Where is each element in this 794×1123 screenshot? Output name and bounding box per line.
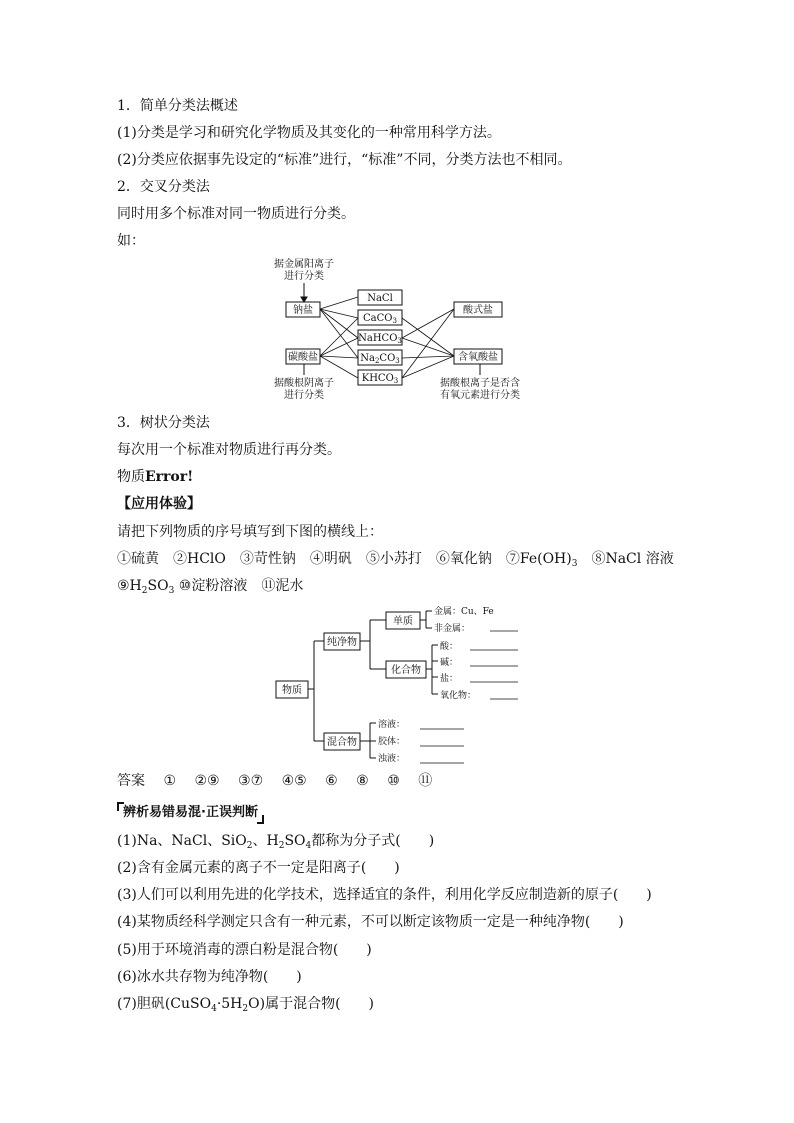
label-compound: 化合物 — [391, 665, 421, 676]
label-item-1: NaCl — [367, 293, 393, 304]
cross-note-bottom-right-1: 据酸根离子是否含 — [440, 378, 520, 389]
cross-note-top-left-2: 进行分类 — [284, 271, 324, 282]
tree-classification-diagram — [274, 603, 524, 765]
label-carbonate-salt: 碳酸盐 — [288, 352, 318, 363]
section3-paragraph-2: 物质Error! — [117, 469, 194, 485]
answer-item: ⑩ — [387, 773, 400, 789]
section2-paragraph-1: 同时用多个标准对同一物质进行分类。 — [117, 206, 355, 222]
judge-q6: (6)冰水共存物为纯净物( ) — [117, 969, 302, 985]
label-item-5: $KHCO_3$ — [361, 373, 399, 385]
judge-q4: (4)某物质经科学测定只含有一种元素，不可以断定该物质一定是一种纯净物( ) — [117, 914, 624, 930]
apply-list-1: ①硫黄 ②HClO ③苛性钠 ④明矾 ⑤小苏打 ⑥氧化钠 $⑦Fe(OH)_3$ ⑧NaCl 溶液 — [117, 551, 674, 569]
judge-title-wrap — [117, 802, 264, 823]
answer-item: ④⑤ — [281, 773, 307, 789]
answer-item: ① — [163, 773, 177, 789]
cross-classification-diagram — [262, 255, 532, 407]
apply-list-2: $⑨H_2SO_3$ ⑩淀粉溶液 ⑪泥水 — [117, 578, 304, 596]
answer-label: 答案 — [117, 773, 145, 789]
cross-note-bottom-left-2: 进行分类 — [284, 390, 324, 401]
cross-note-bottom-right-2: 有氧元素进行分类 — [440, 390, 520, 401]
answer-item: ⑧ — [356, 773, 369, 789]
label-element: 单质 — [393, 616, 413, 627]
arrow-head-top-left — [301, 297, 307, 302]
answer-line — [117, 771, 446, 791]
label-acid: 酸： — [440, 642, 459, 652]
label-colloid: 胶体： — [378, 737, 406, 747]
answer-item: ③⑦ — [238, 773, 264, 789]
label-base: 碱： — [440, 658, 459, 668]
error-text: Error! — [145, 469, 194, 485]
judge-q7: (7)胆矾$(CuSO_4\cdot 5H_2O)$属于混合物( ) — [117, 996, 375, 1014]
label-oxy-salt: 含氧酸盐 — [458, 352, 498, 363]
label-substance: 物质 — [282, 685, 302, 696]
label-turbid: 浊液： — [378, 754, 406, 764]
label-item-4: $Na_2CO_3$ — [360, 353, 400, 365]
label-salt: 盐： — [440, 674, 459, 684]
answer-item: ②⑨ — [194, 773, 220, 789]
judge-q3: (3)人们可以利用先进的化学技术，选择适宜的条件，利用化学反应制造新的原子( ) — [117, 887, 652, 903]
judge-q1: (1)Na、NaCl、SiO$_2$、$H_2SO_4$都称为分子式( ) — [117, 833, 435, 851]
answer-item: ⑥ — [325, 773, 338, 789]
label-item-3: NaHCO$_3$ — [358, 333, 402, 345]
apply-instruction: 请把下列物质的序号填写到下图的横线上： — [117, 524, 383, 540]
section1-paragraph-2: (2)分类应依据事先设定的“标准”进行，“标准”不同，分类方法也不相同。 — [117, 152, 572, 168]
label-solution: 溶液： — [378, 720, 406, 730]
section3-title: 3．树状分类法 — [117, 415, 210, 431]
label-nonmetal: 非金属： — [434, 624, 471, 634]
label-acid-salt: 酸式盐 — [463, 305, 493, 316]
judge-q2: (2)含有金属元素的离子不一定是阳离子( ) — [117, 860, 400, 876]
label-metal: 金属：Cu、Fe — [434, 607, 494, 617]
judge-title: 辨析易错易混·正误判断 — [117, 803, 264, 823]
section2-title: 2．交叉分类法 — [117, 179, 210, 195]
label-mixture: 混合物 — [327, 737, 357, 748]
cross-note-top-left-1: 据金属阳离子 — [274, 259, 334, 270]
label-item-2: CaCO$_3$ — [363, 313, 397, 325]
label-sodium-salt: 钠盐 — [293, 305, 313, 316]
cross-note-bottom-left-1: 据酸根阴离子 — [274, 378, 334, 389]
section2-paragraph-2: 如： — [117, 233, 145, 249]
answer-item: ⑪ — [418, 773, 433, 789]
label-oxide: 氧化物： — [440, 691, 477, 701]
apply-title: 【应用体验】 — [117, 496, 201, 512]
label-pure: 纯净物 — [327, 637, 357, 648]
section1-paragraph-1: (1)分类是学习和研究化学物质及其变化的一种常用科学方法。 — [117, 125, 501, 141]
judge-q5: (5)用于环境消毒的漂白粉是混合物( ) — [117, 942, 372, 958]
section1-title: 1．简单分类法概述 — [117, 98, 238, 114]
section3-paragraph-1: 每次用一个标准对物质进行再分类。 — [117, 442, 341, 458]
